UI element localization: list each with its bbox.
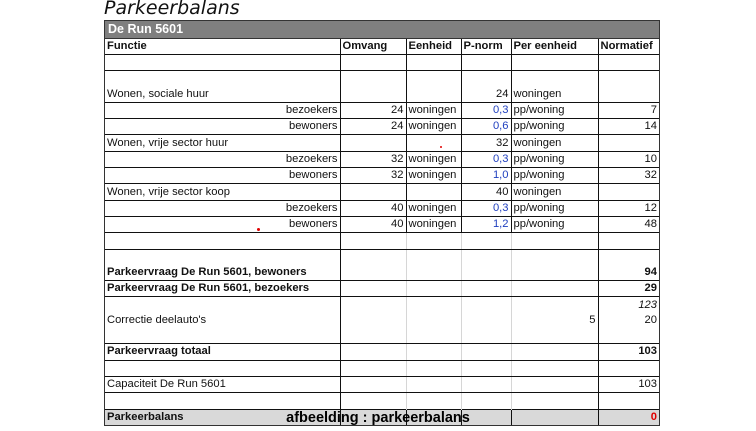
row-eenheid: woningen: [406, 168, 461, 184]
table-row: [105, 216, 659, 232]
row-omvang: 24: [340, 102, 406, 118]
col-header-pnorm: P-norm: [461, 39, 511, 55]
row-label: bewoners: [105, 119, 340, 135]
row-per-eenheid: pp/woning: [511, 119, 598, 135]
correction-row: [105, 313, 659, 328]
col-header-omvang: Omvang: [340, 39, 406, 55]
row-label: bewoners: [105, 168, 340, 184]
row-eenheid: woningen: [406, 216, 461, 232]
table-row: [105, 151, 659, 167]
red-marker-dot: [440, 146, 442, 148]
demand-total-value: 103: [598, 344, 659, 360]
row-omvang: 32: [340, 168, 406, 184]
demand-visitors-row: [105, 281, 659, 297]
blank-row: [105, 233, 659, 249]
row-pnorm: 1,2: [461, 216, 511, 232]
blank-row: [105, 328, 659, 344]
row-pnorm: 0,3: [461, 151, 511, 167]
figure-caption: afbeelding : parkeerbalans: [286, 410, 470, 426]
row-normatief: 10: [598, 151, 659, 167]
row-omvang: 40: [340, 200, 406, 216]
demand-residents-value: 94: [598, 265, 659, 281]
row-normatief: 14: [598, 119, 659, 135]
table-row: [105, 102, 659, 118]
row-per-eenheid: pp/woning: [511, 200, 598, 216]
capacity-value: 103: [598, 376, 659, 392]
row-normatief: 48: [598, 216, 659, 232]
row-pnorm: 0,6: [461, 119, 511, 135]
blank-row: [105, 393, 659, 409]
page-heading: Parkeerbalans: [104, 0, 240, 19]
balance-label: Parkeerbalans: [105, 409, 340, 425]
col-header-eenheid: Eenheid: [406, 39, 461, 55]
section-count: 24: [461, 87, 511, 103]
table-title: De Run 5601: [105, 21, 659, 39]
header-row: [105, 39, 659, 55]
red-marker-dot: [257, 228, 260, 231]
row-normatief: 7: [598, 102, 659, 118]
blank-row: [105, 71, 659, 87]
subtotal-row: [105, 297, 659, 313]
row-per-eenheid: pp/woning: [511, 168, 598, 184]
col-header-per-eenheid: Per eenheid: [511, 39, 598, 55]
section-name: Wonen, vrije sector huur: [105, 135, 340, 151]
row-pnorm: 0,3: [461, 102, 511, 118]
row-label: bewoners: [105, 216, 340, 232]
balance-value: 0: [598, 409, 659, 425]
row-label: bezoekers: [105, 102, 340, 118]
row-per-eenheid: pp/woning: [511, 216, 598, 232]
row-per-eenheid: pp/woning: [511, 151, 598, 167]
row-pnorm: 1,0: [461, 168, 511, 184]
demand-residents-label: Parkeervraag De Run 5601, bewoners: [105, 265, 340, 281]
row-eenheid: woningen: [406, 151, 461, 167]
capacity-row: [105, 376, 659, 392]
row-eenheid: woningen: [406, 119, 461, 135]
row-normatief: 12: [598, 200, 659, 216]
parking-balance-table: [104, 20, 660, 426]
section-count: 40: [461, 184, 511, 200]
section-count: 32: [461, 135, 511, 151]
row-pnorm: 0,3: [461, 200, 511, 216]
demand-visitors-value: 29: [598, 281, 659, 297]
blank-row: [105, 360, 659, 376]
demand-total-label: Parkeervraag totaal: [105, 344, 340, 360]
table-grid: [105, 39, 659, 425]
correction-label: Correctie deelauto's: [105, 313, 340, 328]
demand-total-row: [105, 344, 659, 360]
section-row: [105, 87, 659, 103]
row-eenheid: woningen: [406, 102, 461, 118]
section-name: Wonen, sociale huur: [105, 87, 340, 103]
col-header-normatief: Normatief: [598, 39, 659, 55]
row-normatief: 32: [598, 168, 659, 184]
section-unit: woningen: [511, 184, 598, 200]
blank-row: [105, 55, 659, 71]
demand-residents-row: [105, 265, 659, 281]
col-header-functie: Functie: [105, 39, 340, 55]
table-row: [105, 200, 659, 216]
table-row: [105, 119, 659, 135]
row-omvang: 32: [340, 151, 406, 167]
row-label: bezoekers: [105, 200, 340, 216]
section-unit: woningen: [511, 135, 598, 151]
row-eenheid: woningen: [406, 200, 461, 216]
capacity-label: Capaciteit De Run 5601: [105, 376, 340, 392]
table-row: [105, 168, 659, 184]
section-row: [105, 184, 659, 200]
row-per-eenheid: pp/woning: [511, 102, 598, 118]
section-unit: woningen: [511, 87, 598, 103]
correction-value: 20: [644, 313, 657, 326]
subtotal-value: 123: [638, 298, 657, 311]
row-omvang: 24: [340, 119, 406, 135]
section-name: Wonen, vrije sector koop: [105, 184, 340, 200]
section-row: [105, 135, 659, 151]
correction-per: 5: [511, 313, 598, 328]
row-label: bezoekers: [105, 151, 340, 167]
blank-row: [105, 249, 659, 265]
row-omvang: 40: [340, 216, 406, 232]
demand-visitors-label: Parkeervraag De Run 5601, bezoekers: [105, 281, 340, 297]
